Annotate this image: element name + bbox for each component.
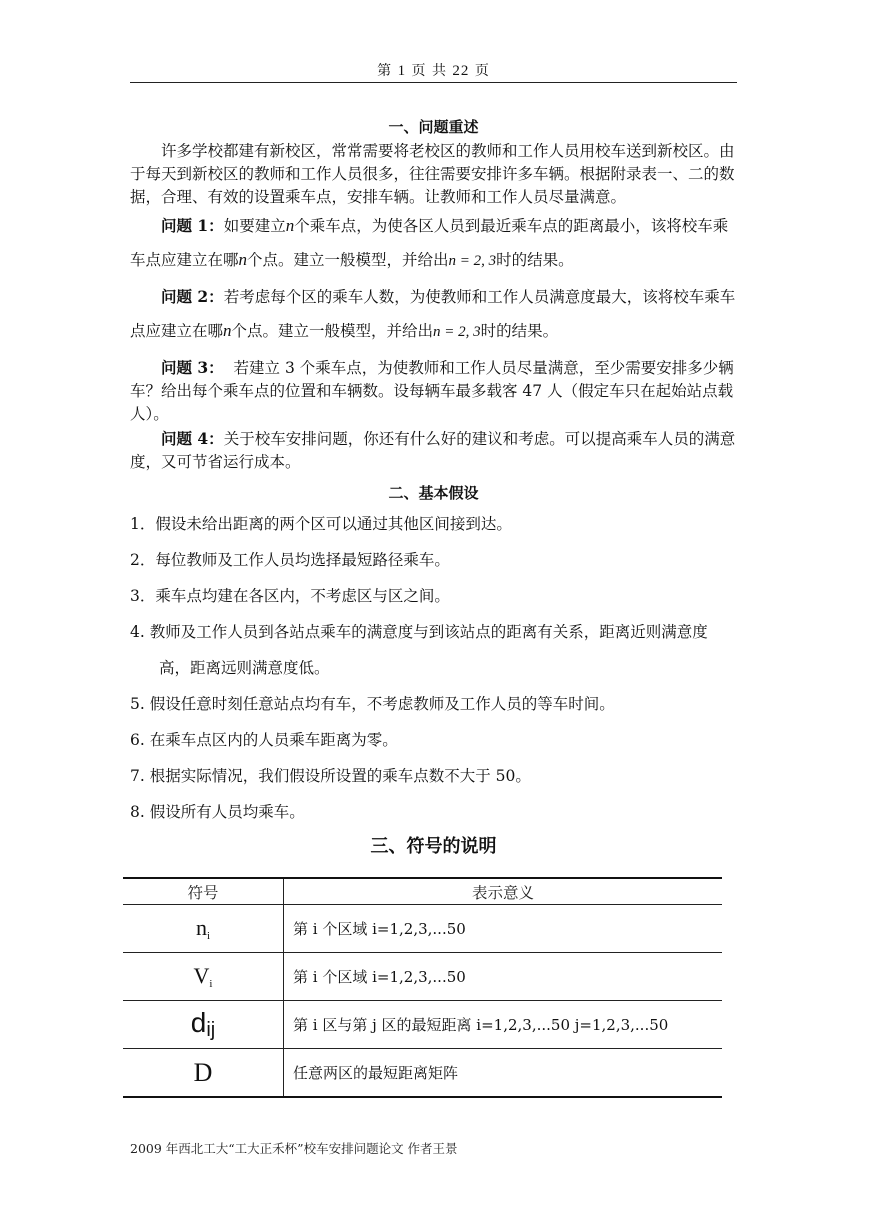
- table-row: [123, 905, 722, 953]
- q4-label: 问题 4：: [161, 429, 224, 448]
- q4-text: 关于校车安排问题，你还有什么好的建议和考虑。可以提高乘车人员的满意度，又可节省运行成本。: [130, 430, 736, 471]
- assumption-item: 4. 教师及工作人员到各站点乘车的满意度与到该站点的距离有关系，距离近则满意度高，距离远则满意度低。: [130, 623, 708, 677]
- assumption-item: 8. 假设所有人员均乘车。: [130, 803, 305, 821]
- assumption-item: 3．乘车点均建在各区内，不考虑区与区之间。: [130, 587, 450, 605]
- table-row: [123, 953, 722, 1001]
- page-total: 22: [452, 63, 470, 79]
- question-3: [130, 356, 737, 426]
- q2-label: 问题 2：: [161, 287, 224, 306]
- q1-cond: n = 2, 3: [448, 253, 497, 269]
- q3-label: 问题 3：: [161, 358, 224, 377]
- q2-text-c: 个点。建立一般模型，并给出: [231, 322, 434, 340]
- header-post: 页: [474, 63, 490, 79]
- q1-text-c: 个点。建立一般模型，并给出: [247, 251, 449, 269]
- q1-n: n: [285, 216, 295, 235]
- q2-n: n: [223, 321, 232, 340]
- q2-text-a: 若考虑每个区的乘车人数，为使教师和工作人员满意度最大，该将校车乘车点应建立在哪: [130, 288, 736, 340]
- symbol-table: [123, 877, 722, 1098]
- q1-text-a: 如要建立: [223, 217, 286, 235]
- q2-text-d: 时的结果。: [480, 322, 559, 340]
- intro-paragraph: 许多学校都建有新校区，常常需要将老校区的教师和工作人员用校车送到新校区。由于每天到新校区的教师和工作人员很多，往往需要安排许多车辆。根据附录表一、二的数据，合理、有效的设置乘车点，安排车辆。让教师和工作人员尽量满意。: [130, 142, 735, 206]
- symbol-cell: [123, 905, 284, 953]
- assumption-item: 7. 根据实际情况，我们假设所设置的乘车点数不大于 50。: [130, 767, 531, 785]
- assumption-item: 2．每位教师及工作人员均选择最短路径乘车。: [130, 551, 450, 569]
- symbol-base: d: [190, 1007, 207, 1038]
- table-header-row: [123, 878, 722, 905]
- symbol-sub: i: [209, 978, 213, 990]
- meaning-cell: 第 i 个区域 i=1,2,3,...50: [284, 905, 723, 953]
- meaning-cell: 任意两区的最短距离矩阵: [284, 1049, 723, 1098]
- symbol-sub: ij: [206, 1019, 216, 1041]
- q1-text-b: 个乘车点，为使各区人员到最近乘车点的距离最小，该将校车乘车点应建立在哪: [130, 217, 729, 269]
- symbol-sub: i: [206, 930, 211, 942]
- symbol-cell: [123, 1001, 284, 1049]
- page-body: [130, 112, 737, 858]
- table-row: [123, 1001, 722, 1049]
- q1-text-d: 时的结果。: [496, 251, 574, 269]
- symbol-cell: [123, 953, 284, 1001]
- column-header-symbol: 符号: [123, 878, 284, 905]
- table-row: [123, 1049, 722, 1098]
- symbol-base: D: [193, 1057, 213, 1087]
- symbol-base: n: [195, 915, 207, 940]
- assumption-list: [130, 506, 737, 830]
- assumption-item: 5. 假设任意时刻任意站点均有车，不考虑教师及工作人员的等车时间。: [130, 695, 615, 713]
- column-header-meaning: 表示意义: [284, 878, 723, 905]
- assumption-item: 1．假设未给出距离的两个区可以通过其他区间接到达。: [130, 515, 512, 533]
- page-footer: 2009 年西北工大“工大正禾杯”校车安排问题论文 作者王景: [130, 1141, 458, 1156]
- q1-label: 问题 1：: [161, 216, 224, 235]
- q1-n2: n: [238, 250, 248, 269]
- q2-cond: n = 2, 3: [433, 324, 481, 340]
- meaning-cell: 第 i 区与第 j 区的最短距离 i=1,2,3,...50 j=1,2,3,...50: [284, 1001, 723, 1049]
- symbol-base: V: [193, 963, 210, 988]
- assumption-item: 6. 在乘车点区内的人员乘车距离为零。: [130, 731, 398, 749]
- page-header: [130, 60, 737, 83]
- question-4: [130, 427, 737, 474]
- question-1: [130, 209, 737, 278]
- section-3-title: 三、符号的说明: [370, 836, 497, 857]
- meaning-cell: 第 i 个区域 i=1,2,3,...50: [284, 953, 723, 1001]
- symbol-cell: [123, 1049, 284, 1098]
- section-1-title: 一、问题重述: [388, 118, 479, 136]
- header-pre: 第: [377, 63, 393, 79]
- section-2-title: 二、基本假设: [388, 484, 479, 502]
- q3-text: 若建立 3 个乘车点，为使教师和工作人员尽量满意，至少需要安排多少辆车？给出每个乘车点的位置和车辆数。设每辆车最多载客 47 人（假定车只在起始站点载人）。: [130, 359, 734, 423]
- header-mid: 页 共: [411, 63, 447, 79]
- question-2: [130, 280, 737, 349]
- page-number: 1: [397, 63, 407, 79]
